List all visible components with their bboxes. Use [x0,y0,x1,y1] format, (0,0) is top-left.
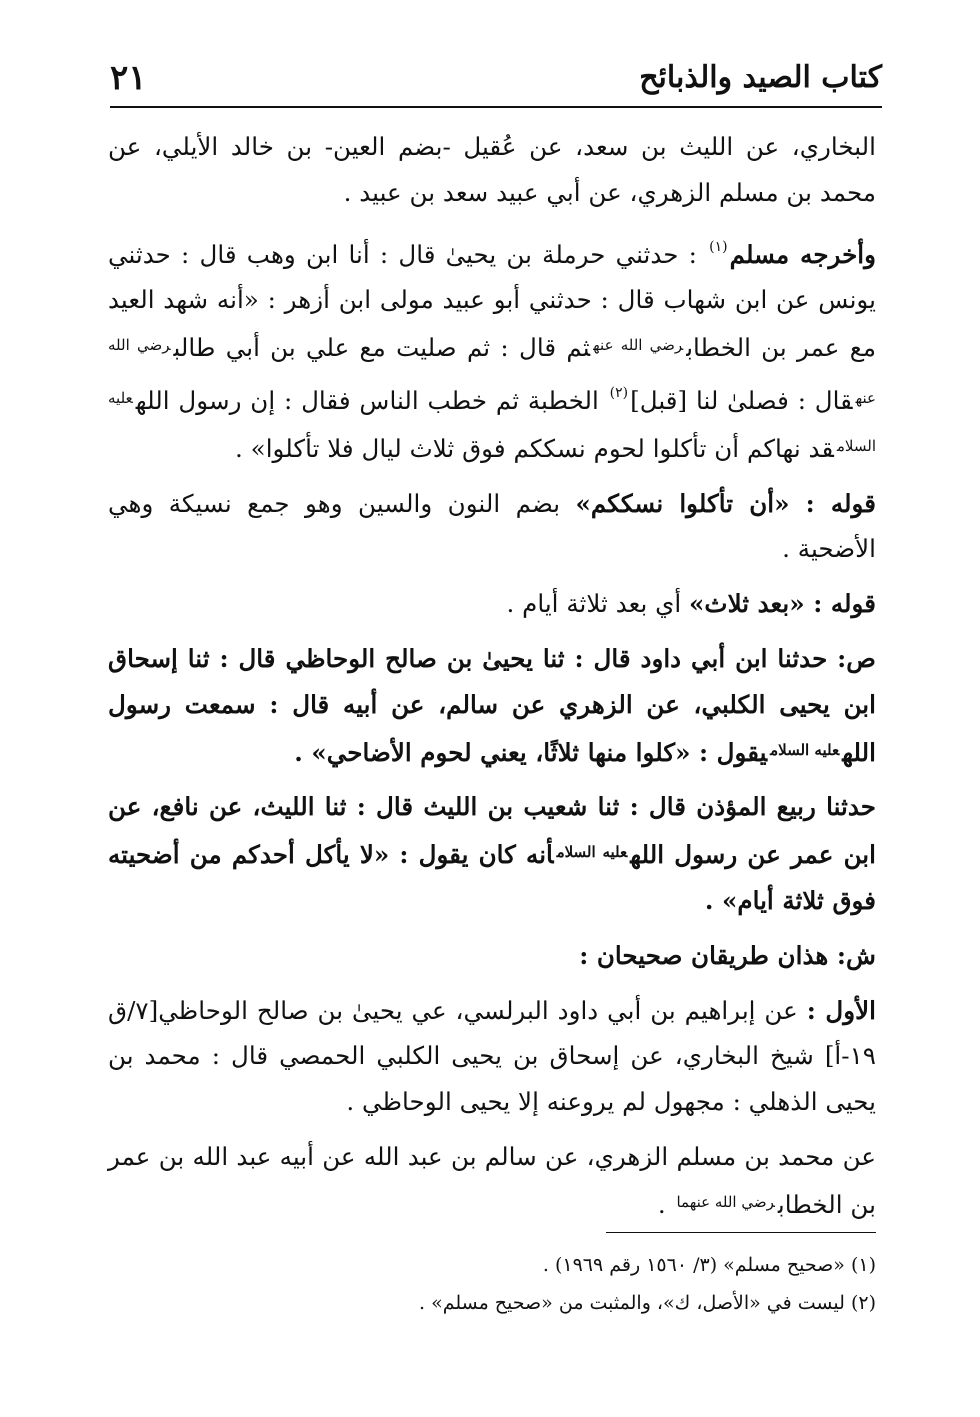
paragraph-3-lead: قوله : «أن تأكلوا نسككم» [575,488,876,518]
paragraph-9-text-1: عن محمد بن مسلم الزهري، عن سالم بن عبد الله عن أبيه عبد الله بن عمر بن الخطاب [108,1141,876,1219]
page-header [110,58,882,108]
paragraph-4-lead: قوله : «بعد ثلاث» [689,589,876,619]
paragraph-7: ش: هذان طريقان صحيحان : [579,940,876,970]
paragraph-2-text-3: قال : فصلىٰ لنا [قبل] [630,385,853,415]
footnotes [108,1246,876,1322]
footnote-2: (٢) ليست في «الأصل، ك»، والمثبت من «صحيح مسلم» . [418,1292,876,1314]
footnote-ref-1: (١) [709,238,728,255]
paragraph-9 [108,1134,876,1228]
paragraph-2-text-4: الخطبة ثم خطب الناس فقال : إن رسول الله [135,385,608,415]
paragraph-3 [108,481,876,573]
paragraph-2-text-2: ثم قال : ثم صليت مع علي بن أبي طالب [173,333,591,363]
running-title: كتاب الصيد والذبائح [639,60,882,95]
paragraph-8-text: عن إبراهيم بن أبي داود البرلسي، عي يحيىٰ بن صالح الوحاظي[٧/ق ١٩-أ] شيخ البخاري، عن إسحاق بن يحيى الكلبي الحمصي قال : محمد بن يحيى الذهلي : مجهول لم يروعنه إلا يحيى الوحاظي . [108,995,876,1117]
paragraph-5 [108,636,876,775]
paragraph-6 [108,784,876,923]
blessing-glyph: رضي الله عنه [108,336,876,407]
paragraph-4 [108,581,876,627]
footnote-rule [606,1232,876,1233]
paragraph-3-text: بضم النون والسين وهو جمع نسيكة وهي الأضحية . [108,488,876,564]
paragraph-2-lead: وأخرجه مسلم [729,239,877,269]
paragraph-6-text-2: أنه كان يقول : «لا يأكل أحدكم من أضحيته فوق ثلاثة أيام» . [108,840,876,915]
paragraph-2-text-5: قد نهاكم أن تأكلوا لحوم نسككم فوق ثلاث ليال فلا تأكلوا» . [235,433,834,463]
blessing-glyph: عليه السلام [556,843,628,862]
paragraph-8 [108,988,876,1125]
paragraph-2 [108,225,876,472]
blessing-glyph: عليه السلام [108,388,876,455]
page-number: ٢١ [110,58,147,98]
footnote-1: (١) «صحيح مسلم» (٣/ ١٥٦٠ رقم ١٩٦٩) . [542,1254,876,1276]
paragraph-5-text-2: يقول : «كلوا منها ثلاثًا، يعني لحوم الأضاحي» . [294,737,768,767]
blessing-glyph: رضي الله عنه [593,336,684,355]
footnote-ref-2: (٢) [609,384,629,401]
header-rule [110,106,882,108]
paragraph-9-text-2: . [657,1189,674,1219]
page-body [108,124,876,1237]
paragraph-1: البخاري، عن الليث بن سعد، عن عُقيل -بضم العين- بن خالد الأيلي، عن محمد بن مسلم الزهري، عن أبي عبيد سعد بن عبيد . [108,132,876,207]
paragraph-2-text-1: : حدثني حرملة بن يحيىٰ قال : أنا ابن وهب قال : حدثني يونس عن ابن شهاب قال : حدثني أبو عبيد مولى ابن أزهر : «أنه شهد العيد مع عمر بن الخطاب [108,239,876,363]
paragraph-8-lead: الأول : [806,995,877,1025]
paragraph-6-text-1: حدثنا ربيع المؤذن قال : ثنا شعيب بن الليث قال : ثنا الليث، عن نافع، عن ابن عمر عن رسول الله [108,792,876,870]
blessing-glyph: عليه السلام [770,740,840,759]
paragraph-5-text-1: ص: حدثنا ابن أبي داود قال : ثنا يحيىٰ بن صالح الوحاظي قال : ثنا إسحاق ابن يحيى الكلبي، عن الزهري عن سالم، عن أبيه قال : سمعت رسول الله [108,643,876,767]
blessing-glyph: رضي الله عنهما [676,1192,775,1211]
paragraph-4-text: أي بعد ثلاثة أيام . [506,589,690,619]
